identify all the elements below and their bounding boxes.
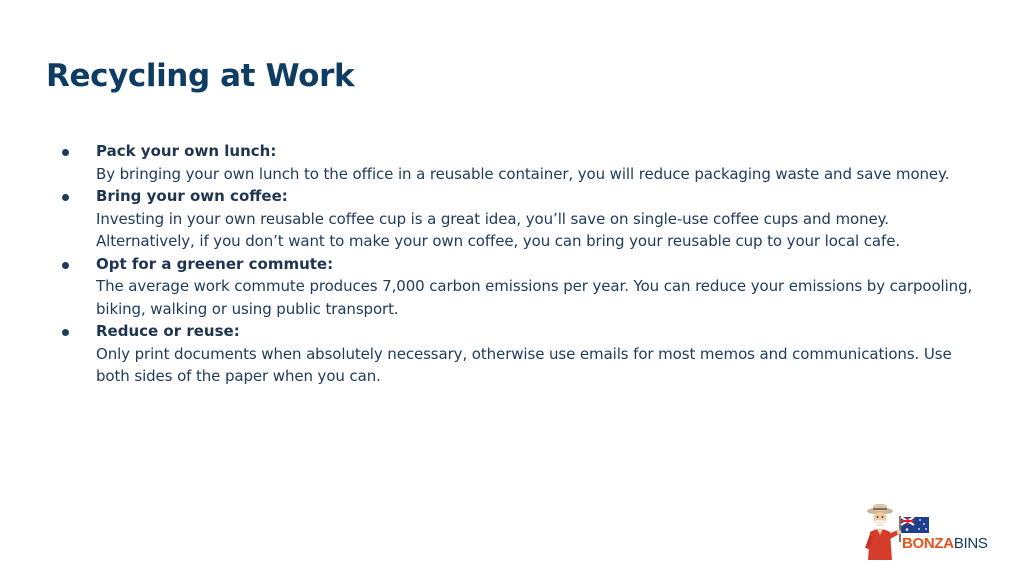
bonzabins-logo — [862, 502, 994, 562]
item-body: By bringing your own lunch to the office in a reusable container, you will reduce packaging waste and save money. — [96, 164, 950, 183]
logo-text-light: BINS — [953, 535, 988, 552]
item-heading: Reduce or reuse: — [96, 322, 240, 340]
item-heading: Opt for a greener commute: — [96, 254, 334, 273]
bullet-icon — [62, 329, 69, 336]
item-body: Only print documents when absolutely necessary, otherwise use emails for most memos and communications. Use both sides of the paper when you can. — [96, 344, 952, 385]
list-item — [58, 253, 988, 321]
bullet-icon — [62, 262, 69, 269]
item-body: The average work commute produces 7,000 carbon emissions per year. You can reduce your emissions by carpooling, biking, walking or using public transport. — [96, 277, 973, 318]
tips-list — [58, 140, 988, 388]
bullet-icon — [62, 194, 69, 201]
item-heading: Bring your own coffee: — [96, 187, 288, 205]
item-heading: Pack your own lunch: — [96, 142, 277, 160]
item-body: Investing in your own reusable coffee cup is a great idea, you’ll save on single-use coffee cups and money. Alternatively, if you don’t want to make your own coffee, you can bring your reusable cup to your local cafe. — [96, 209, 900, 250]
slide-title: Recycling at Work — [46, 58, 355, 94]
list-item — [58, 185, 988, 253]
list-item — [58, 320, 988, 388]
logo-wordmark — [902, 535, 988, 552]
logo-text-bold: BONZA — [902, 535, 954, 552]
bullet-icon — [62, 149, 69, 156]
mascot-with-australian-flag-icon — [862, 502, 932, 562]
list-item — [58, 140, 988, 185]
